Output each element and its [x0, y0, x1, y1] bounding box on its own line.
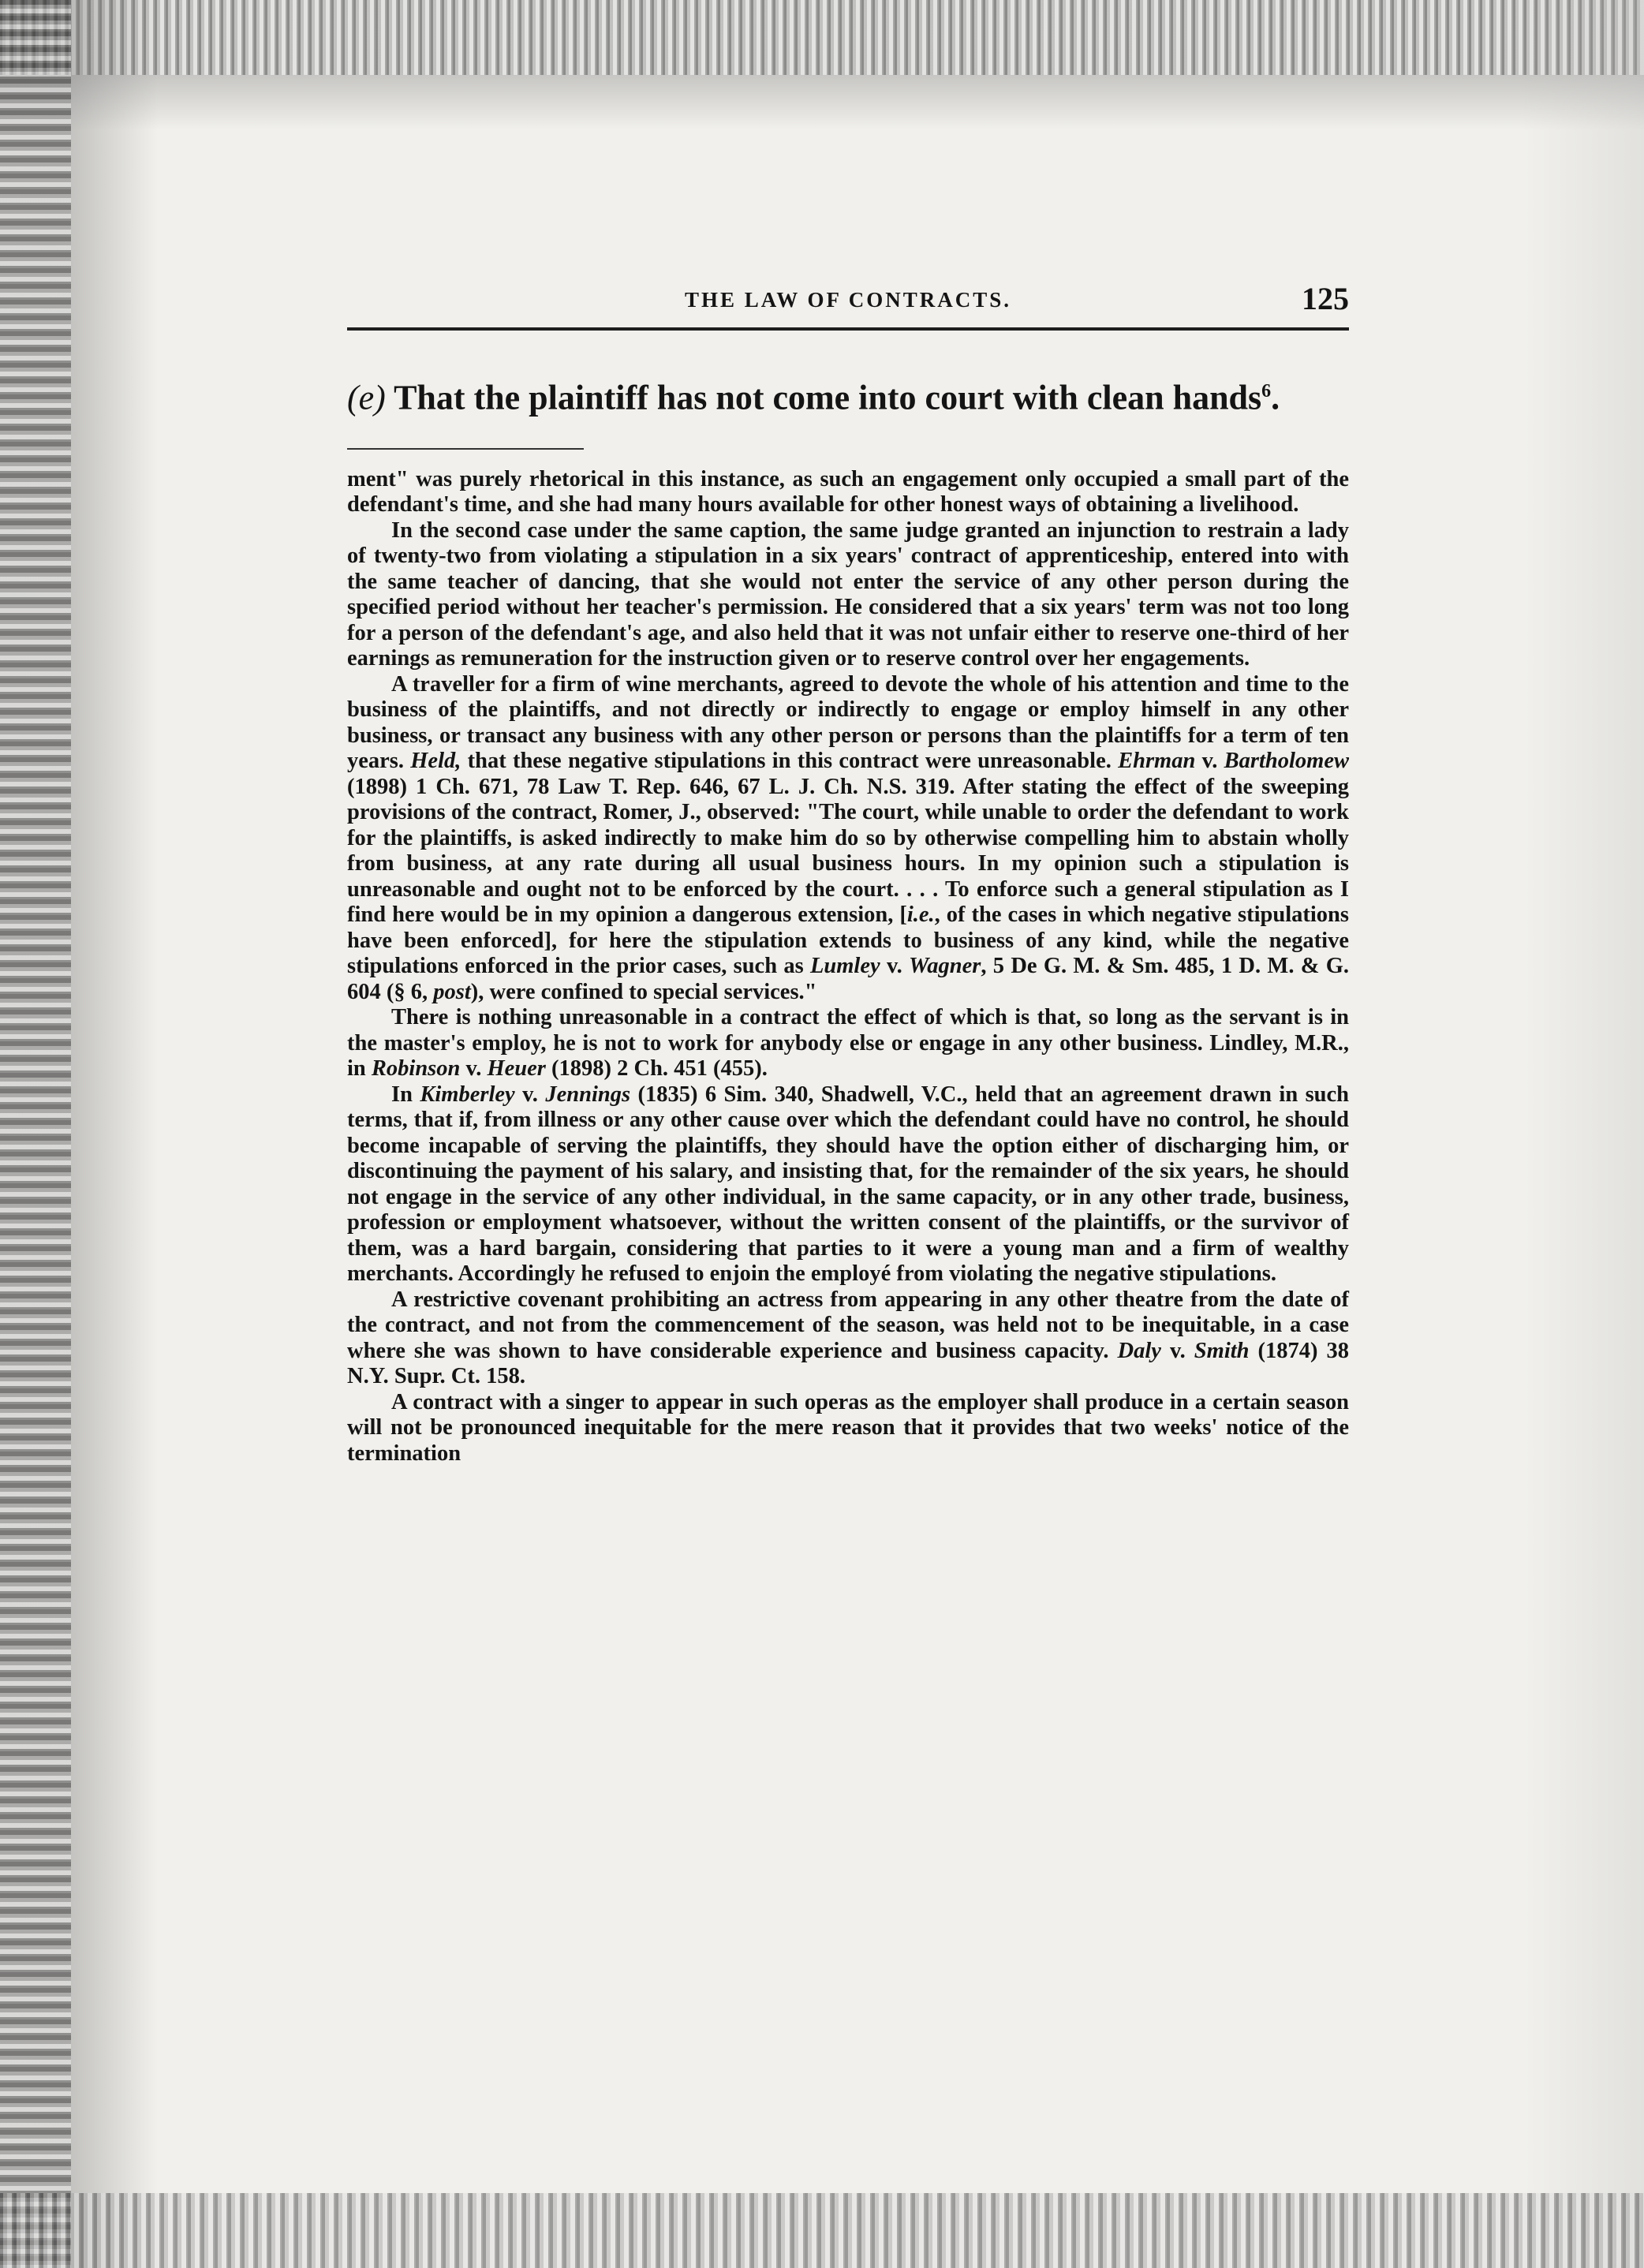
versus: v. — [1169, 1338, 1186, 1363]
paragraph-text: That the plaintiff has not come into court with clean hands — [394, 378, 1262, 417]
note-paragraph-7: A contract with a singer to appear in such operas as the employer shall produce in a certain season will not be pronounced inequitable for the mere reason that it provides that two weeks' notice of the termination — [347, 1389, 1349, 1466]
note-paragraph-1: ment" was purely rhetorical in this instance, as such an engagement only occupied a small part of the defendant's time, and she had many hours available for other honest ways of obtaining a livelihood. — [347, 466, 1349, 517]
versus: v. — [522, 1082, 538, 1107]
id-est: i.e. — [906, 902, 935, 928]
text-run: that these negative stipulations in this contract were unreasonable. — [467, 749, 1112, 774]
footnote-marker: 6 — [1261, 381, 1272, 402]
book-page — [347, 280, 1349, 1467]
versus: v. — [465, 1056, 482, 1082]
scan-shadow-right — [1523, 0, 1644, 2268]
case-name: Wagner — [909, 954, 981, 979]
held-label: Held, — [410, 749, 461, 774]
note-paragraph-6 — [347, 1287, 1349, 1390]
page-number: 125 — [1302, 281, 1349, 316]
scan-edge-left — [0, 0, 71, 2268]
post-ref: post — [433, 979, 471, 1004]
main-text-paragraph — [347, 368, 1349, 421]
note-paragraph-4 — [347, 1005, 1349, 1082]
text-run: A traveller for a firm of wine merchants, agreed to devote the whole of his attention and time to the business of the plaintiffs, and not directly or indirectly to engage or employ himself in any other business, or transact any business with any other person or persons than the plaintiffs for a term of ten years. — [347, 671, 1349, 774]
text-run: , 5 De G. M. & Sm. 485, 1 D. M. & G. 604 (§ 6, — [347, 954, 1350, 1004]
case-name: Lumley — [809, 954, 880, 979]
versus: v. — [886, 954, 902, 979]
footnotes — [347, 467, 1349, 1467]
scan-edge-top — [0, 0, 1644, 75]
text-run: , of the cases in which negative stipulations have been enforced], for here the stipulation extends to business of any kind, while the negative stipulations enforced in the prior cases, such as — [347, 902, 1349, 979]
running-head — [347, 280, 1349, 331]
text-run: (1874) 38 N.Y. Supr. Ct. 158. — [347, 1338, 1350, 1389]
text-run: ), were confined to special services." — [470, 979, 817, 1004]
case-name: Jennings — [545, 1082, 631, 1107]
case-name: Smith — [1194, 1338, 1250, 1363]
text-run: (1898) 1 Ch. 671, 78 Law T. Rep. 646, 67 L. J. Ch. N.S. 319. After stating the effect of the sweeping provisions of the contract, Romer, J., observed: "The court, while unable to order the defendant to work for the plaintiffs, is asked indirectly to make him do so by otherwise compelling him to abstain wholly from business, at any rate during all usual business hours. In my opinion such a stipulation is unreasonable and ought not to be enforced by the court. . . . To enforce such a general stipulation as I find here would be in my opinion a dangerous extension, [ — [347, 774, 1349, 928]
text-run: In — [391, 1082, 413, 1107]
case-name: Kimberley — [420, 1082, 515, 1107]
paragraph-label: (e) — [347, 378, 386, 417]
case-name: Heuer — [487, 1056, 546, 1082]
note-paragraph-5 — [347, 1082, 1349, 1287]
running-title: THE LAW OF CONTRACTS. — [684, 288, 1012, 312]
paragraph-end: . — [1271, 378, 1280, 417]
scan-shadow-top — [0, 75, 1644, 130]
versus: v. — [1201, 749, 1218, 774]
footnote-rule — [347, 448, 584, 450]
text-run: (1898) 2 Ch. 451 (455). — [551, 1056, 768, 1082]
scan-shadow-left — [71, 0, 158, 2268]
case-name: Ehrman — [1118, 749, 1196, 774]
case-name: Robinson — [371, 1056, 461, 1082]
note-paragraph-2: In the second case under the same caption, the same judge granted an injunction to restrain a lady of twenty-two from violating a stipulation in a six years' contract of apprenticeship, entered into with the same teacher of dancing, that she would not enter the service of any other person during the specified period without her teacher's permission. He considered that a six years' term was not too long for a person of the defendant's age, and also held that it was not unfair either to reserve one-third of her earnings as remuneration for the instruction given or to reserve control over her engagements. — [347, 517, 1349, 671]
text-run: A restrictive covenant prohibiting an actress from appearing in any other theatre from the date of the contract, and not from the commencement of the season, was held not to be inequitable, in a case where she was shown to have considerable experience and business capacity. — [347, 1287, 1349, 1363]
text-run: (1835) 6 Sim. 340, Shadwell, V.C., held that an agreement drawn in such terms, that if, from illness or any other cause over which the defendant could have no control, he should become incapable of serving the plaintiffs, they should have the option either of discharging him, or discontinuing the payment of his salary, and insisting that, for the remainder of the six years, he should not engage in the service of any other individual, in the same capacity, or in any other trade, business, profession or employment whatsoever, without the written consent of the plaintiffs, or the survivor of them, was a hard bargain, considering that parties to it were a young man and a firm of wealthy merchants. Accordingly he refused to enjoin the employé from violating the negative stipulations. — [347, 1082, 1350, 1287]
scan-edge-bottom — [0, 2193, 1644, 2268]
case-name: Bartholomew — [1224, 749, 1350, 774]
note-paragraph-3 — [347, 672, 1349, 1006]
text-run: There is nothing unreasonable in a contract the effect of which is that, so long as the servant is in the master's employ, he is not to work for anybody else or engage in any other business. Lindley, M.R., in — [347, 1005, 1349, 1082]
case-name: Daly — [1117, 1338, 1161, 1363]
